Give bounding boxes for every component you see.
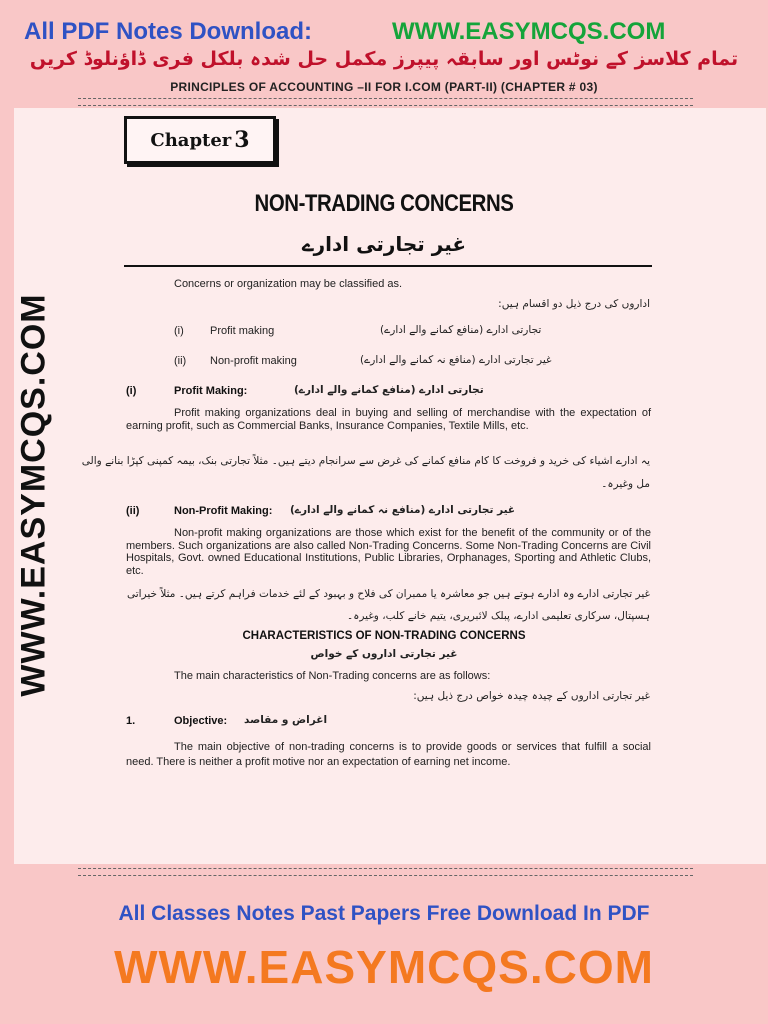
intro-item-2-urdu: غیر تجارتی ادارے (منافع نہ کمانے والے ادارے)	[360, 354, 552, 366]
notes-download-label: All PDF Notes Download:	[24, 18, 312, 45]
profit-paragraph: Profit making organizations deal in buying and selling of merchandise with the expectation of earning profit, such as Commercial Banks, Insurance Companies, Textile Mills, etc.	[126, 407, 651, 432]
footer-website-link[interactable]: WWW.EASYMCQS.COM	[114, 941, 654, 993]
urdu-title: غیر تجارتی ادارے	[301, 232, 467, 256]
characteristics-urdu-intro: غیر تجارتی اداروں کے چیدہ چیدہ خواص درج ذیل ہیں:	[413, 690, 650, 702]
intro-item-1-num: (i)	[174, 325, 184, 337]
characteristics-heading: CHARACTERISTICS OF NON-TRADING CONCERNS	[242, 630, 526, 642]
profit-section-num: (i)	[126, 385, 137, 397]
profit-section-heading: Profit Making:	[174, 385, 248, 397]
objective-urdu-heading: اغراض و مقاصد	[244, 714, 328, 726]
chapter-label	[124, 116, 276, 164]
objective-heading: Objective:	[174, 715, 228, 727]
bottom-divider	[78, 868, 693, 876]
nonprofit-paragraph: Non-profit making organizations are those which exist for the benefit of the community or of the members. Such organizations are also called Non-Trading Concerns. Some Non-Trading Concerns are Civil Hospitals, Govt. owned Educational Institutions, Public Libraries, Orphanages, Sporting and Athletic Clubs, etc.	[126, 527, 651, 577]
intro-item-1-text: Profit making	[210, 325, 275, 337]
profit-urdu-line-1: یہ ادارے اشیاء کی خرید و فروخت کا کام منافع کمانے کی غرض سے سرانجام دیتے ہیں۔ مثلاً تجارتی بنک، بیمہ کمپنی کپڑا بنانے والی	[81, 455, 650, 467]
side-watermark	[14, 250, 54, 740]
chapter-number: 3	[234, 127, 250, 153]
nonprofit-urdu-line-1: غیر تجارتی ادارے وہ ادارے ہوتے ہیں جو معاشرہ یا ممبران کی فلاح و بہبود کے لئے خدمات فراہم کرتے ہیں۔ مثلاً خیراتی	[126, 588, 650, 600]
profit-urdu-line-2: مل وغیرہ۔	[601, 478, 650, 490]
top-banner	[0, 8, 768, 45]
intro-item-1-urdu: تجارتی ادارے (منافع کمانے والے ادارے)	[380, 324, 542, 336]
course-subtitle: PRINCIPLES OF ACCOUNTING –II FOR I.COM (PART-II) (CHAPTER # 03)	[170, 80, 598, 94]
nonprofit-section-urdu-heading: غیر تجارتی ادارے (منافع نہ کمانے والے ادارے)	[290, 504, 516, 516]
profit-section-urdu-heading: تجارتی ادارے (منافع کمانے والے ادارے)	[294, 384, 484, 396]
nonprofit-section-heading: Non-Profit Making:	[174, 505, 273, 517]
intro-item-2-num: (ii)	[174, 355, 187, 367]
chapter-word: Chapter	[150, 129, 232, 151]
title-rule	[124, 265, 652, 267]
intro-text: Concerns or organization may be classified as.	[174, 278, 403, 290]
intro-urdu: اداروں کی درج ذیل دو اقسام ہیں:	[498, 298, 650, 310]
objective-paragraph: The main objective of non-trading concerns is to provide goods or services that fulfill a social need. There is neither a profit motive nor an expectation of earning net income.	[126, 741, 651, 768]
nonprofit-urdu-line-2: ہسپتال، سرکاری تعلیمی ادارے، پبلک لائبریری، یتیم خانے کلب، وغیرہ۔	[347, 610, 650, 622]
nonprofit-section-num: (ii)	[126, 505, 140, 517]
website-link[interactable]: WWW.EASYMCQS.COM	[392, 18, 666, 45]
side-watermark-text: WWW.EASYMCQS.COM	[14, 293, 53, 697]
objective-num: 1.	[126, 715, 136, 727]
urdu-banner: تمام کلاسز کے نوٹس اور سابقہ پیپرز مکمل حل شدہ بلکل فری ڈاؤنلوڈ کریں	[29, 48, 739, 70]
characteristics-urdu-heading: غیر تجارتی اداروں کے خواص	[310, 648, 458, 660]
top-divider	[78, 98, 693, 106]
intro-item-2-text: Non-profit making	[210, 355, 297, 367]
characteristics-intro: The main characteristics of Non-Trading concerns are as follows:	[174, 670, 491, 682]
footer-tagline: All Classes Notes Past Papers Free Download In PDF	[118, 902, 650, 925]
page-title: NON-TRADING CONCERNS	[254, 190, 514, 217]
